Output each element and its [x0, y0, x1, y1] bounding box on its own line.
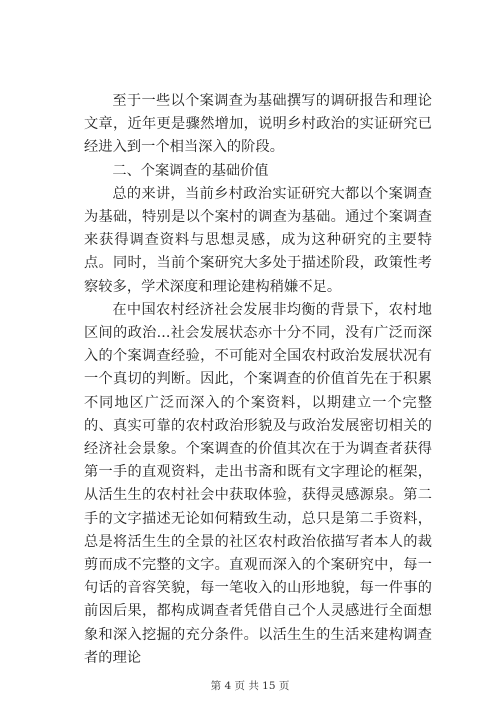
page-footer: 第 4 页 共 15 页: [210, 680, 290, 692]
paragraph-intro: 至于一些以个案调查为基础撰写的调研报告和理论文章，近年更是骤然增加，说明乡村政治的实证研究已经进入到一个相当深入的阶段。: [84, 93, 432, 156]
paragraph-value: 在中国农村经济社会发展非均衡的背景下，农村地区间的政治...社会发展状态亦十分不同，没有广泛而深入的个案调查经验，不可能对全国农村政治发展状况有一个真切的判断。因此，个案调查的价值首先在于积累不同地区广泛而深入的个案资料，以期建立一个完整的、真实可靠的农村政治形貌及与政治发展密切相关的经济社会景象。个案调查的价值其次在于为调查者获得第一手的直观资料，走出书斋和既有文字理论的框架，从活生生的农村社会中获取体验，获得灵感源泉。第二手的文字描述无论如何精致生动，总只是第二手资料，总是将活生生的全景的社区农村政治依描写者本人的裁剪而成不完整的文字。直观而深入的个案研究中，每一句话的音容笑貌，每一笔收入的山形地貌，每一件事的前因后果，都构成调查者凭借自己个人灵感进行全面想象和深入挖掘的充分条件。以活生生的生活来建构调查者的理论: [84, 301, 432, 666]
document-body: [84, 90, 432, 670]
section-heading: 二、个案调查的基础价值: [112, 162, 269, 179]
paragraph-summary: 总的来讲，当前乡村政治实证研究大都以个案调查为基础，特别是以个案村的调查为基础。通过个案调查来获得调查资料与思想灵感，成为这种研究的主要特点。同时，当前个案研究大多处于描述阶段，政策性考察较多，学术深度和理论建构稍嫌不足。: [84, 185, 432, 295]
